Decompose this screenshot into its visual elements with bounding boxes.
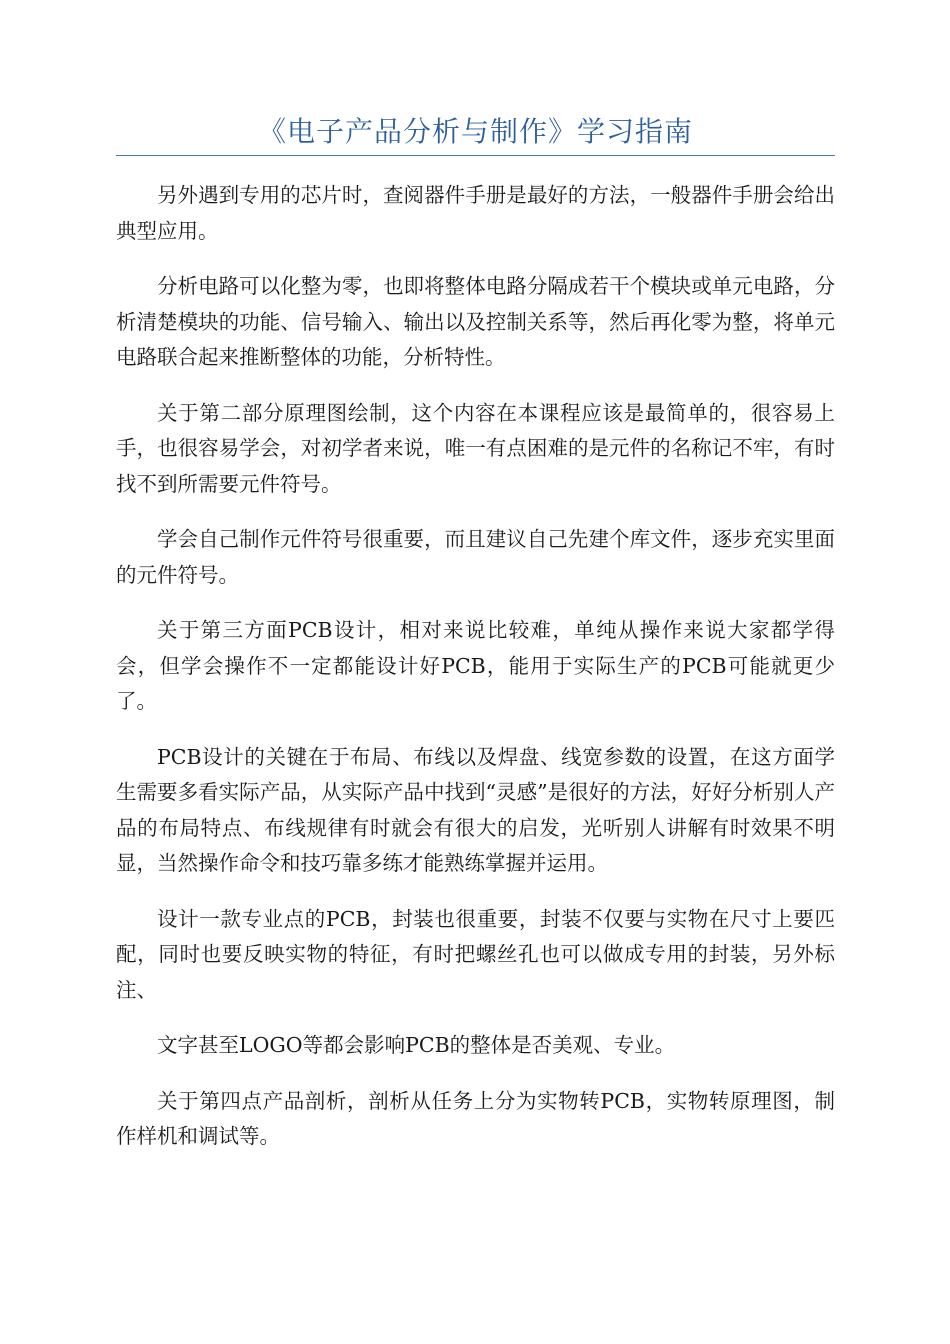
page-header [116, 112, 835, 156]
paragraph-6: PCB设计的关键在于布局、布线以及焊盘、线宽参数的设置，在这方面学生需要多看实际产品，从实际产品中找到“灵感”是很好的方法，好好分析别人产品的布局特点、布线规律有时就会有很大的启发，光听别人讲解有时效果不明显，当然操作命令和技巧靠多练才能熟练掌握并运用。 [116, 744, 835, 875]
paragraph-7: 设计一款专业点的PCB，封装也很重要，封装不仅要与实物在尺寸上要匹配，同时也要反映实物的特征，有时把螺丝孔也可以做成专用的封装，另外标注、 [116, 906, 835, 1002]
paragraph-9: 关于第四点产品剖析，剖析从任务上分为实物转PCB，实物转原理图，制作样机和调试等。 [116, 1088, 835, 1148]
paragraph-8: 文字甚至LOGO等都会影响PCB的整体是否美观、专业。 [157, 1033, 676, 1057]
paragraph-5: 关于第三方面PCB设计，相对来说比较难，单纯从操作来说大家都学得会，但学会操作不一定都能设计好PCB，能用于实际生产的PCB可能就更少了。 [116, 618, 835, 713]
header-divider [116, 155, 835, 156]
paragraph-2: 分析电路可以化整为零，也即将整体电路分隔成若干个模块或单元电路，分析清楚模块的功能、信号输入、输出以及控制关系等，然后再化零为整，将单元电路联合起来推断整体的功能，分析特性。 [116, 274, 835, 369]
document-body [116, 178, 835, 1175]
paragraph-4: 学会自己制作元件符号很重要，而且建议自己先建个库文件，逐步充实里面的元件符号。 [116, 527, 835, 587]
page-title: 《电子产品分析与制作》学习指南 [257, 115, 693, 148]
paragraph-3: 关于第二部分原理图绘制，这个内容在本课程应该是最简单的，很容易上手，也很容易学会，对初学者来说，唯一有点困难的是元件的名称记不牢，有时找不到所需要元件符号。 [116, 400, 835, 496]
paragraph-1: 另外遇到专用的芯片时，查阅器件手册是最好的方法，一般器件手册会给出典型应用。 [116, 183, 835, 243]
